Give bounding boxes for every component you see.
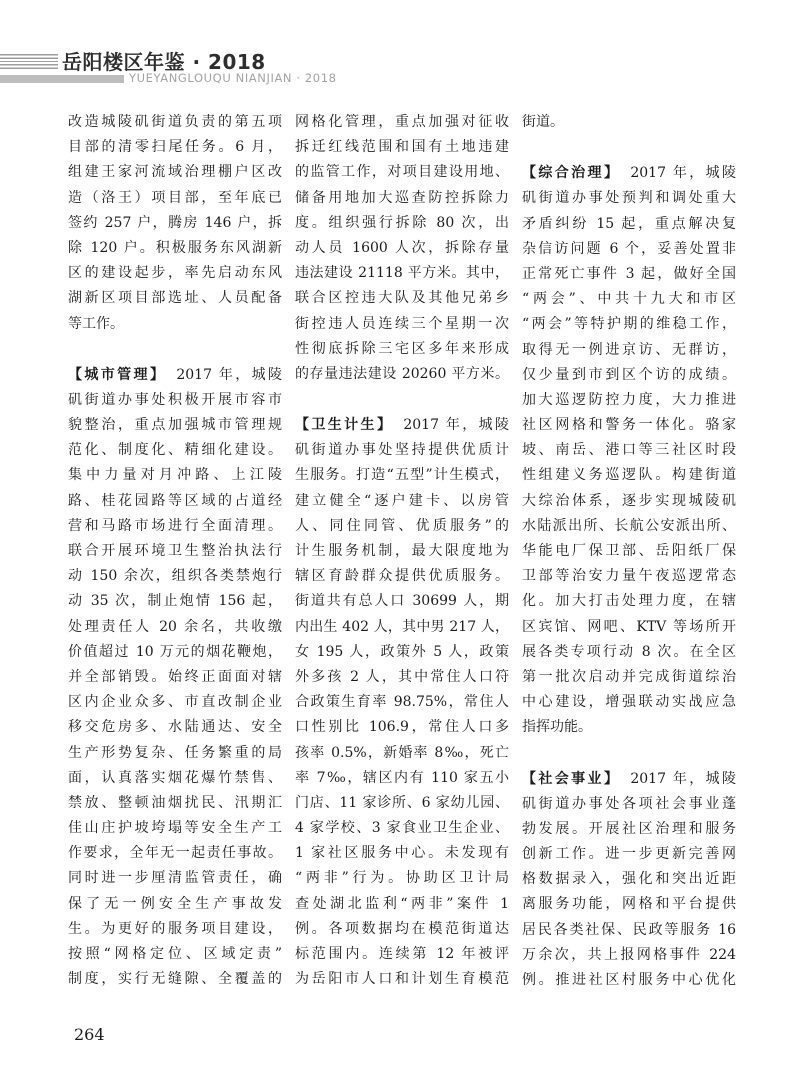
text-line: 联合区控违大队及其他兄弟乡 [295, 290, 509, 307]
bar-decoration [0, 75, 124, 83]
text-line: 合政策生育率 98.75%，常住人 [295, 694, 509, 711]
text-line: 创新工作。进一步更新完善网 [522, 846, 736, 863]
text-line: 辖区育龄群众提供优质服务。 [295, 568, 509, 585]
text-line: “两会”、中共十九大和市区 [522, 291, 736, 308]
text-line: 矛盾纠纷 15 起，重点解决复 [522, 215, 736, 232]
text-line: 生。为更好的服务项目建设， [68, 920, 282, 937]
text-line: 计生服务机制，最大限度地为 [295, 543, 509, 559]
section-first-text: 2017 年，城陵 [403, 417, 509, 434]
text-line: 制度，实行无缝隙、全覆盖的 [68, 971, 282, 988]
section-title: 【卫生计生】 [295, 417, 394, 434]
text-line: 矶街道办事处积极开展市容市 [68, 391, 282, 408]
text-line: 离服务功能，网格和平台提供 [522, 896, 736, 913]
section-title: 【城市管理】 [68, 366, 167, 383]
text-line: 签约 257 户，腾房 146 户，拆 [68, 214, 282, 231]
text-line: 第一批次启动并完成街道综治 [522, 668, 736, 685]
section-title: 【综合治理】 [522, 165, 621, 182]
text-line: 度。组织强行拆除 80 次，出 [295, 214, 509, 231]
text-line [522, 161, 736, 186]
text-line: 指挥功能。 [522, 719, 592, 736]
text-line: 作要求，全年无一起责任事故。 [68, 845, 282, 862]
text-line: 内出生 402 人，其中男 217 人， [295, 618, 509, 635]
text-line: 除 120 户。积极服务东风湖新 [68, 239, 282, 256]
text-line: 违法建设 21118 平方米。其中， [295, 265, 509, 282]
text-line: 例。各项数据均在模范街道达 [295, 920, 509, 937]
text-line: 勃发展。开展社区治理和服务 [522, 820, 736, 837]
text-line: 居民各类社保、民政等服务 16 [522, 921, 736, 938]
text-column [68, 110, 282, 992]
text-line: 孩率 0.5%，新婚率 8‰，死亡 [295, 744, 509, 761]
text-line: 保了无一例安全生产事故发 [68, 895, 282, 912]
text-line: 区内企业众多、市直改制企业 [68, 694, 282, 711]
text-line: 矶街道办事处预判和调处重大 [522, 190, 736, 207]
text-line: 取得无一例进京访、无群访， [522, 341, 736, 358]
text-line: 街控违人员连续三个星期一次 [295, 315, 509, 332]
entry-block [295, 413, 509, 992]
text-line: 建立健全“逐户建卡、以房管 [295, 492, 509, 509]
text-line: 街道。 [522, 114, 564, 130]
text-line: 1 家社区服务中心。未发现有 [295, 845, 509, 862]
text-line: 万余次，共上报网格事件 224 [522, 946, 736, 963]
text-line: 4 家学校、3 家食业卫生企业、 [295, 820, 509, 837]
text-line: 加大巡逻防控力度，大力推进 [522, 391, 736, 408]
text-line: 外多孩 2 人，其中常住人口符 [295, 668, 509, 685]
text-line: “两非”行为。协助区卫计局 [295, 870, 509, 887]
paragraph-block [68, 110, 282, 337]
text-line: 仅少量到市到区个访的成绩。 [522, 366, 736, 383]
text-line: 率 7‰，辖区内有 110 家五小 [295, 769, 509, 786]
text-line: 造（洛王）项目部，至年底已 [68, 189, 282, 206]
text-line: 禁放、整顿油烟扰民、汛期汇 [68, 794, 282, 811]
text-line [295, 413, 509, 438]
text-line: 动 150 余次，组织各类禁炮行 [68, 568, 282, 585]
page-number: 264 [74, 1025, 105, 1044]
paragraph-block [295, 110, 509, 387]
text-line: 女 195 人，政策外 5 人，政策 [295, 643, 509, 660]
stripes-decoration [0, 54, 58, 70]
text-line: 水陆派出所、长航公安派出所、 [522, 517, 736, 534]
text-line: 改造城陵矶街道负责的第五项 [68, 114, 282, 130]
text-line: 正常死亡事件 3 起，做好全国 [522, 265, 736, 282]
text-line: 集中力量对月冲路、上江陵 [68, 467, 282, 484]
text-line: 街道共有总人口 30699 人，期 [295, 593, 509, 610]
text-line: 性组建义务巡逻队。构建街道 [522, 467, 736, 484]
text-line: 查处湖北监利“两非”案件 1 [295, 895, 509, 912]
text-line: 华能电厂保卫部、岳阳纸厂保 [522, 543, 736, 559]
text-line: 等工作。 [68, 315, 124, 332]
text-line: 的监管工作，对项目建设用地、 [295, 164, 509, 181]
text-line: 杂信访问题 6 个，妥善处置非 [522, 240, 736, 257]
text-columns [68, 110, 736, 993]
section-title: 【社会事业】 [522, 770, 621, 787]
entry-block [68, 363, 282, 993]
text-line: 湖新区项目部选址、人员配备 [68, 290, 282, 307]
text-line: 网格化管理，重点加强对征收 [295, 114, 509, 130]
text-line: 储备用地加大巡查防控拆除力 [295, 189, 509, 206]
text-line: 格数据录入，强化和突出近距 [522, 871, 736, 888]
text-line: 组建王家河流域治理棚户区改 [68, 164, 282, 181]
text-line: 中心建设，增强联动实战应急 [522, 694, 736, 711]
section-first-text: 2017 年，城陵 [176, 366, 282, 383]
text-line: 化。加大打击处理力度，在辖 [522, 593, 736, 610]
text-line: 营和马路市场进行全面清理。 [68, 517, 282, 534]
text-line: 区的建设起步，率先启动东风 [68, 265, 282, 282]
text-column [295, 110, 509, 992]
text-line: 区宾馆、网吧、KTV 等场所开 [522, 618, 736, 635]
section-first-text: 2017 年，城陵 [630, 165, 736, 182]
text-line: 面，认真落实烟花爆竹禁售、 [68, 769, 282, 786]
text-line: 矶街道办事处各项社会事业蓬 [522, 795, 736, 812]
text-line: 生服务。打造“五型”计生模式， [295, 467, 509, 484]
text-line: 矶街道办事处坚持提供优质计 [295, 442, 509, 459]
text-line: 同时进一步厘清监管责任，确 [68, 870, 282, 887]
text-line: 动 35 次，制止炮情 156 起， [68, 593, 282, 610]
text-line: 展各类专项行动 8 次。在全区 [522, 643, 736, 660]
entry-block [522, 767, 736, 994]
text-line: 坡、南岳、港口等三社区时段 [522, 442, 736, 459]
text-line: 社区网格和警务一体化。骆家 [522, 417, 736, 434]
text-line: 口性别比 106.9，常住人口多 [295, 719, 509, 736]
text-line: 生产形势复杂、任务繁重的局 [68, 744, 282, 761]
text-line: 联合开展环境卫生整治执法行 [68, 543, 282, 559]
text-line: 并全部销毁。始终正面面对辖 [68, 668, 282, 685]
text-line: 大综治体系，逐步实现城陵矶 [522, 492, 736, 509]
text-line: 标范围内。连续第 12 年被评 [295, 946, 509, 962]
yearbook-title: 岳阳楼区年鉴 · 2018 [62, 50, 266, 74]
text-line: 为岳阳市人口和计划生育模范 [295, 971, 509, 988]
text-line: 目部的清零扫尾任务。6 月， [68, 139, 282, 156]
text-line: 卫部等治安力量午夜巡逻常态 [522, 568, 736, 585]
paragraph-block [522, 110, 736, 135]
text-line: 范化、制度化、精细化建设。 [68, 442, 282, 459]
entry-block [522, 161, 736, 740]
text-line: “两会”等特护期的维稳工作， [522, 316, 736, 333]
text-line: 按照“网格定位、区域定责” [68, 946, 282, 962]
text-line: 动人员 1600 人次，拆除存量 [295, 239, 509, 256]
text-line: 路、桂花园路等区域的占道经 [68, 492, 282, 509]
text-line: 的存量违法建设 20260 平方米。 [295, 365, 509, 382]
text-line: 佳山庄护坡垮塌等安全生产工 [68, 820, 282, 837]
text-line: 例。推进社区村服务中心优化 [522, 972, 736, 988]
text-line [522, 767, 736, 792]
section-first-text: 2017 年，城陵 [630, 770, 736, 787]
text-line: 性彻底拆除三宅区多年来形成 [295, 340, 509, 357]
text-column [522, 110, 736, 993]
text-line: 门店、11 家诊所、6 家幼儿园、 [295, 794, 509, 811]
text-line: 处理责任人 20 余名，共收缴 [68, 618, 282, 635]
text-line: 价值超过 10 万元的烟花鞭炮， [68, 643, 282, 660]
text-line [68, 363, 282, 388]
text-line: 貌整治，重点加强城市管理规 [68, 417, 282, 434]
text-line: 人、同住同管、优质服务”的 [295, 517, 509, 534]
yearbook-subtitle: YUEYANGLOUQU NIANJIAN · 2018 [129, 71, 337, 85]
text-line: 移交危房多、水陆通达、安全 [68, 719, 282, 736]
text-line: 拆迁红线范围和国有土地违建 [295, 139, 509, 156]
